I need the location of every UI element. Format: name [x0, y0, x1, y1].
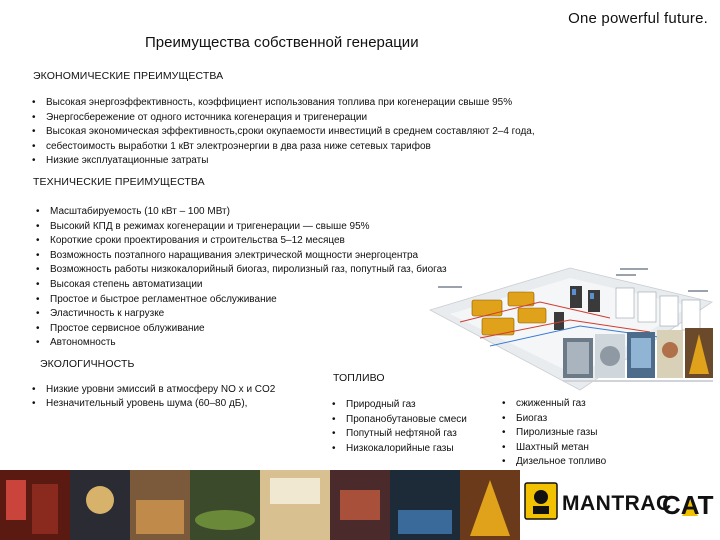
list-item: • Дизельное топливо [500, 455, 606, 470]
technical-list [34, 205, 447, 351]
cat-logo [660, 478, 716, 530]
list-item: • Энергосбережение от одного источника когенерация и тригенерации [30, 111, 535, 126]
application-photos [563, 328, 713, 386]
footer-banner [0, 470, 720, 540]
list-item: • Высокий КПД в режимах когенерации и тригенерации — свыше 95% [34, 220, 447, 235]
list-item: • Высокая степень автоматизации [34, 278, 447, 293]
list-item: • Эластичность к нагрузке [34, 307, 447, 322]
tagline: One powerful future. [568, 10, 708, 27]
list-item: • сжиженный газ [500, 397, 606, 412]
list-item: • Пропанобутановые смеси [330, 413, 467, 428]
list-item: • Низкие уровни эмиссий в атмосферу NO x и CO2 [30, 383, 275, 397]
list-item: • Высокая энергоэффективность, коэффициент использования топлива при когенерации свыше 95% [30, 96, 535, 111]
industry-photo-strip [0, 470, 520, 540]
list-item: • Биогаз [500, 412, 606, 427]
fuel-heading: ТОПЛИВО [333, 372, 385, 384]
mantrac-emblem-icon [524, 482, 558, 520]
list-item: • Масштабируемость (10 кВт – 100 МВт) [34, 205, 447, 220]
list-item: • Пиролизные газы [500, 426, 606, 441]
list-item: • Автономность [34, 336, 447, 351]
fuel-list-secondary [500, 397, 606, 470]
economic-list [30, 96, 535, 169]
list-item: • Шахтный метан [500, 441, 606, 456]
list-item: • себестоимость выработки 1 кВт электроэнергии в два раза ниже сетевых тарифов [30, 140, 535, 155]
list-item: • Короткие сроки проектирования и строительства 5–12 месяцев [34, 234, 447, 249]
list-item: • Возможность поэтапного наращивания электрической мощности энергоцентра [34, 249, 447, 264]
fuel-list-primary [330, 398, 467, 456]
list-item: • Попутный нефтяной газ [330, 427, 467, 442]
economic-heading: ЭКОНОМИЧЕСКИЕ ПРЕИМУЩЕСТВА [33, 70, 224, 82]
list-item: • Незначительный уровень шума (60–80 дБ), [30, 397, 275, 411]
brand-logos [520, 470, 720, 540]
svg-text:CAT: CAT [662, 490, 714, 520]
page-title: Преимущества собственной генерации [145, 34, 419, 51]
list-item: • Природный газ [330, 398, 467, 413]
list-item: • Высокая экономическая эффективность,сроки окупаемости инвестиций в среднем составляют 2–4 года, [30, 125, 535, 140]
list-item: • Низкие эксплуатационные затраты [30, 154, 535, 169]
ecology-heading: ЭКОЛОГИЧНОСТЬ [40, 358, 135, 370]
list-item: • Простое сервисное облуживание [34, 322, 447, 337]
mantrac-logo: MANTRAC [562, 492, 672, 515]
list-item: • Простое и быстрое регламентное обслуживание [34, 293, 447, 308]
technical-heading: ТЕХНИЧЕСКИЕ ПРЕИМУЩЕСТВА [33, 176, 205, 188]
list-item: • Низкокалорийные газы [330, 442, 467, 457]
list-item: • Возможность работы низкокалорийный биогаз, пиролизный газ, попутный газ, биогаз [34, 263, 447, 278]
ecology-list [30, 383, 275, 411]
